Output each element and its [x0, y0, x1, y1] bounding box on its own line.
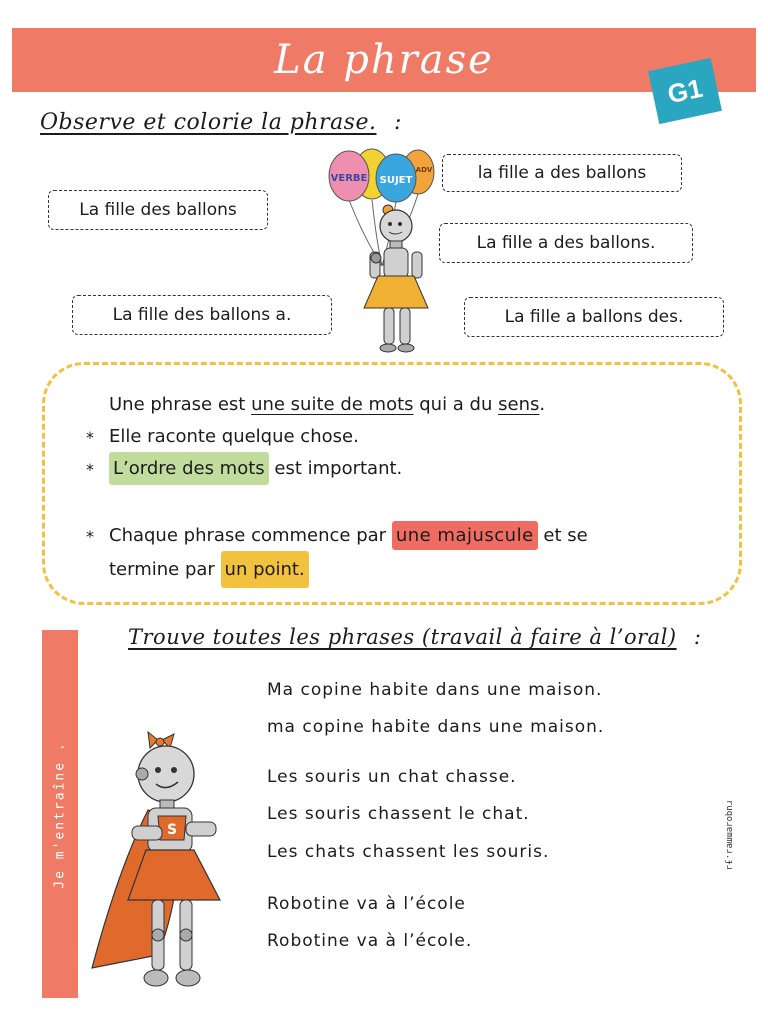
bullet-star: *: [86, 527, 94, 546]
sentence-4: Les souris chassent le chat.: [267, 804, 530, 824]
highlight-ordre-des-mots: L’ordre des mots: [109, 452, 269, 485]
rule-underline-suite: une suite de mots: [251, 394, 414, 415]
sentence-6: Robotine va à l’école: [267, 894, 466, 914]
highlight-point: un point.: [221, 551, 309, 588]
rule-text: Une phrase est: [109, 394, 252, 415]
sentence-3: Les souris un chat chasse.: [267, 767, 517, 787]
exercise2-colon: :: [693, 625, 702, 649]
choice-text: La fille des ballons a.: [112, 305, 292, 325]
choice-box-2[interactable]: [48, 190, 268, 230]
rule-line-2: Elle raconte quelque chose.: [109, 426, 359, 447]
rule-text: est important.: [268, 458, 403, 479]
rule-line-3: [109, 458, 402, 479]
choice-box-4[interactable]: [72, 295, 332, 335]
level-badge: G1: [648, 58, 722, 124]
bullet-star: *: [86, 460, 94, 479]
sentence-5: Les chats chassent les souris.: [267, 842, 550, 862]
balloon-label-adv: ADV: [415, 166, 433, 174]
exercise1-heading: [40, 110, 402, 135]
sentence-1: Ma copine habite dans une maison.: [267, 680, 603, 700]
rule-text: et se: [537, 525, 588, 546]
highlight-majuscule: une majuscule: [392, 521, 538, 550]
robot-girl-superhero-icon: [88, 730, 238, 998]
choice-text: la fille a des ballons: [477, 163, 647, 183]
side-label-text: Je m'entraîne .: [52, 741, 68, 889]
choice-text: La fille a des ballons.: [476, 233, 656, 253]
balloon-label-sujet: SUJET: [379, 175, 413, 186]
rule-text: qui a du: [413, 394, 499, 415]
choice-text: La fille des ballons: [79, 200, 237, 220]
exercise1-colon: :: [394, 110, 402, 135]
website-text: ruqoɹɐmmɐɹ.ɟɹ: [724, 799, 734, 871]
sentence-7: Robotine va à l’école.: [267, 931, 473, 951]
exercise1-instruction: Observe et colorie la phrase.: [40, 110, 377, 135]
choice-box-5[interactable]: [464, 297, 724, 337]
rule-line-1: [109, 394, 545, 415]
rule-text: Chaque phrase commence par: [109, 525, 392, 546]
rule-text: .: [539, 394, 546, 415]
robot-girl-balloons-icon: [324, 148, 436, 360]
choice-box-3[interactable]: [439, 223, 693, 263]
bullet-star: *: [86, 428, 94, 447]
title-bar: [12, 28, 756, 92]
balloon-label-verbe: VERBE: [330, 173, 368, 184]
choice-text: La fille a ballons des.: [504, 307, 684, 327]
exercise2-instruction: Trouve toutes les phrases (travail à faire à l’oral): [128, 625, 677, 649]
rule-underline-sens: sens: [498, 394, 540, 415]
page-title: La phrase: [274, 37, 494, 83]
exercise2-heading: [128, 625, 701, 649]
rule-text: termine par: [109, 559, 221, 580]
sentence-2: ma copine habite dans une maison.: [267, 717, 605, 737]
rule-line-5: [109, 559, 309, 580]
rule-line-4: [109, 525, 588, 546]
choice-box-1[interactable]: [442, 154, 682, 192]
svg-text:S: S: [166, 822, 178, 838]
